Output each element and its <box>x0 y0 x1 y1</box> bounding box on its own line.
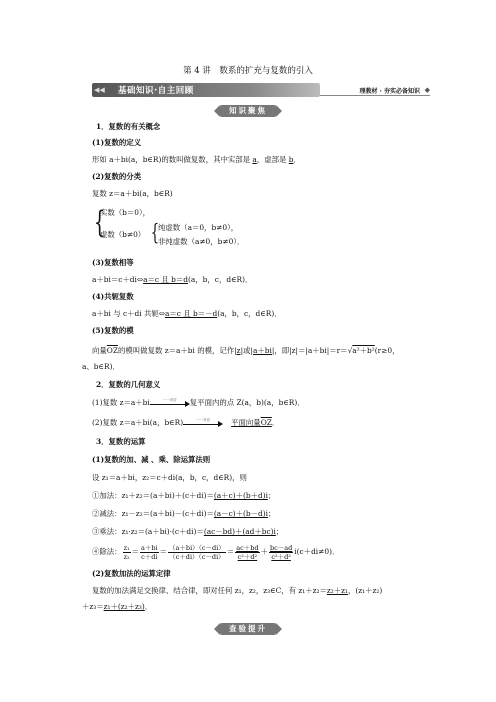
pill-check-improve: 查验提升 <box>220 623 276 635</box>
op-sub: ②减法：z₁－z₂＝(a＋bi)－(c＋di)＝(a－c)＋(b－d)i； <box>92 509 276 518</box>
paragraph: a、b∈R)． <box>82 362 120 371</box>
heading-1-3: (3)复数相等 <box>92 258 134 267</box>
class-nonpure: 非纯虚数（a≠0，b≠0）． <box>158 237 245 246</box>
class-pure: 纯虚数（a＝0，b≠0）， <box>158 223 239 232</box>
paragraph: 设 z₁＝a＋bi，z₂＝c＋di(a，b，c，d∈R)，则 <box>92 473 247 482</box>
class-imag: 虚数（b≠0） <box>100 230 146 239</box>
banner-label: 基础知识·自主回顾 <box>118 86 194 96</box>
brace-icon: { <box>150 221 160 246</box>
heading-1: 1．复数的有关概念 <box>96 122 161 131</box>
section-banner <box>92 83 430 97</box>
banner-deco-icon: ◀◀ <box>94 86 105 94</box>
heading-3-2: (2)复数加法的运算定律 <box>92 569 171 578</box>
heading-1-2: (2)复数的分类 <box>92 172 142 181</box>
paragraph: a＋bi 与 c＋di 共轭⇔a＝c 且 b＝－d(a，b，c，d∈R)． <box>92 309 282 318</box>
heading-3: 3．复数的运算 <box>96 437 146 446</box>
heading-1-4: (4)共轭复数 <box>92 292 134 301</box>
banner-right-text: 理教材 · 夯实必备知识 <box>359 88 420 95</box>
arrow-icon: 一一对应 <box>183 419 223 427</box>
heading-2: 2．复数的几何意义 <box>96 380 161 389</box>
page-title: 第 4 讲 数系的扩充与复数的引入 <box>183 66 313 76</box>
arrow-icon: 一一对应 <box>150 399 190 407</box>
paragraph: 复数 z＝a＋bi(a，b∈R) <box>92 189 173 198</box>
paragraph: 向量$\overline{OZ}$的模叫做复数 z＝a＋bi 的模，记作|z|或|a＋bi|，即|z|＝|a＋bi|＝r＝√a²＋b²(r≥0， <box>92 346 400 355</box>
diamond-icon: ◆ <box>424 86 430 94</box>
brace-icon: { <box>93 205 106 240</box>
paragraph: (1)复数 z＝a＋bi 一一对应 复平面内的点 Z(a，b)(a，b∈R)． <box>92 398 305 407</box>
heading-3-1: (1)复数的加、减 、乘、除运算法则 <box>92 455 211 464</box>
paragraph: 复数的加法满足交换律、结合律，即对任何 z₁，z₂，z₃∈C，有 z₁＋z₂＝z₂＋z₁，(z₁＋z₂) <box>92 586 383 595</box>
paragraph: (2)复数 z＝a＋bi(a，b∈R) 一一对应 平面向量OZ． <box>92 418 280 427</box>
pill-knowledge-focus: 知识聚焦 <box>220 105 276 117</box>
op-add: ①加法：z₁＋z₂＝(a＋bi)＋(c＋di)＝(a＋c)＋(b＋d)i； <box>92 491 276 500</box>
op-mul: ③乘法：z₁·z₂＝(a＋bi)·(c＋di)＝(ac－bd)＋(ad＋bc)i； <box>92 527 284 536</box>
paragraph: a＋bi＝c＋di⇔a＝c 且 b＝d(a，b，c，d∈R)． <box>92 275 253 284</box>
heading-1-5: (5)复数的模 <box>92 326 134 335</box>
class-real: 实数（b＝0）， <box>100 208 151 217</box>
op-div: ④除法： $\frac{\text{z₁}}{\text{z₂}}$ ＝ $\frac{a+bi}{c+di}$ ＝ $\frac{(a+bi)(c-di)}{(c+di)(c-di)}$ ＝ $\frac{ac+bd}{\text{c²＋d²}}$ ＋ $\frac{bc-ad}{\text{c²＋d²}}$ i(c＋di≠0)． <box>92 543 340 561</box>
heading-1-1: (1)复数的定义 <box>92 138 142 147</box>
paragraph: ＋z₃＝z₁＋(z₂＋z₃)． <box>82 602 153 611</box>
paragraph: 形如 a＋bi(a，b∈R)的数叫做复数，其中实部是 a，虚部是 b． <box>92 155 301 164</box>
